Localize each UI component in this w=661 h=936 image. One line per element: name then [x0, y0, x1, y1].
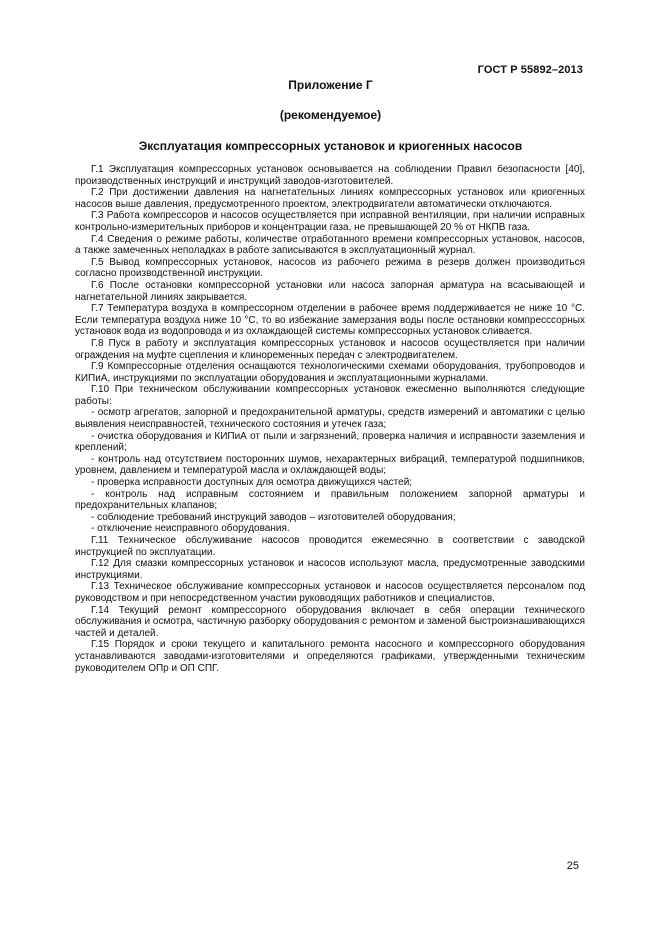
paragraph-g12: Г.12 Для смазки компрессорных установок и насосов используют масла, предусмотренные заводскими инструкциями.: [75, 558, 585, 581]
paragraph-g9: Г.9 Компрессорные отделения оснащаются технологическими схемами оборудования, трубопроводов и КИПиА, инструкциями по эксплуатации оборудования и эксплуатационными журналами.: [75, 361, 585, 384]
list-item: - отключение неисправного оборудования.: [91, 523, 290, 535]
paragraph-g7: Г.7 Температура воздуха в компрессорном отделении в рабочее время поддерживается не ниже 10 °С. Если температура воздуха ниже 10 °С, то во избежание замерзания воды после остановки компресссорных установок вода из водопровода и из охлаждающей системы компрессорных установок сливается.: [75, 303, 585, 338]
list-item: - контроль над отсутствием посторонних шумов, нехарактерных вибраций, температурой подшипников, уровнем, давлением и температурой масла и охлаждающей воды;: [75, 453, 585, 477]
list-item: - проверка исправности доступных для осмотра движущихся частей;: [91, 477, 413, 489]
page-number: 25: [566, 860, 579, 872]
standard-code: ГОСТ Р 55892–2013: [477, 64, 583, 76]
paragraph-g5: Г.5 Вывод компрессорных установок, насосов из рабочего режима в резерв должен производиться согласно производственной инструкции.: [75, 256, 585, 280]
paragraph-g14: Г.14 Текущий ремонт компрессорного оборудования включает в себя операции технического обслуживания и осмотра, частичную разборку оборудования с ремонтом и заменой быстроизнашивающихся частей и деталей.: [75, 604, 585, 639]
paragraph-g6: Г.6 После остановки компрессорной установки или насоса запорная арматура на всасывающей и нагнетательной линиях закрывается.: [75, 279, 585, 303]
appendix-title: Приложение Г: [288, 78, 373, 92]
appendix-status: (рекомендуемое): [279, 108, 382, 122]
paragraph-g10: Г.10 При техническом обслуживании компрессорных установок ежесменно выполняются следующие работы:: [75, 384, 585, 407]
list-item: - осмотр агрегатов, запорной и предохранительной арматуры, средств измерений и автоматики с целью выявления неисправностей, технического состояния и утечек газа;: [75, 407, 585, 431]
paragraph-g15: Г.15 Порядок и сроки текущего и капитального ремонта насосного и компрессорного оборудования устанавливаются заводами-изготовителями и определяются графиками, утвержденными техническим руководителем ОПр и ОП СПГ.: [75, 639, 585, 674]
paragraph-g13: Г.13 Техническое обслуживание компрессорных установок и насосов осуществляется персоналом под руководством и при непосредственном участии руководящих работников и специалистов.: [75, 581, 585, 604]
list-item: - соблюдение требований инструкций заводов – изготовителей оборудования;: [91, 511, 456, 523]
list-item: - контроль над исправным состоянием и правильным положением запорной арматуры и предохранительных клапанов;: [75, 488, 585, 512]
paragraph-g11: Г.11 Техническое обслуживание насосов проводится ежемесячно в соответствии с заводской инструкцией по эксплуатации.: [75, 535, 585, 558]
section-title: Эксплуатация компрессорных установок и криогенных насосов: [138, 139, 523, 153]
body-text: [75, 164, 585, 674]
paragraph-g2: Г.2 При достижении давления на нагнетательных линиях компрессорных установок или криогенных насосов выше давления, предусмотренного проектом, электродвигатели автоматически отключаются.: [75, 187, 585, 210]
paragraph-g4: Г.4 Сведения о режиме работы, количестве отработанного времени компрессорных установок, насосов, а также замеченных неполадках в работе записываются в эксплуатационный журнал.: [75, 233, 585, 257]
paragraph-g1: Г.1 Эксплуатация компрессорных установок основывается на соблюдении Правил безопасности [40], производственных инструкций и инструкций заводов-изготовителей.: [75, 164, 585, 187]
paragraph-g8: Г.8 Пуск в работу и эксплуатация компрессорных установок и насосов осуществляется при наличии ограждения на муфте сцепления и клиноременных передач с электродвигателем.: [75, 337, 585, 361]
list-item: - очистка оборудования и КИПиА от пыли и загрязнений, проверка наличия и исправности заземления и креплений;: [75, 430, 585, 454]
paragraph-g3: Г.3 Работа компрессоров и насосов осуществляется при исправной вентиляции, при наличии исправных контрольно-измерительных приборов и концентрации газа, не превышающей 20 % от НКПВ газа.: [75, 210, 585, 233]
